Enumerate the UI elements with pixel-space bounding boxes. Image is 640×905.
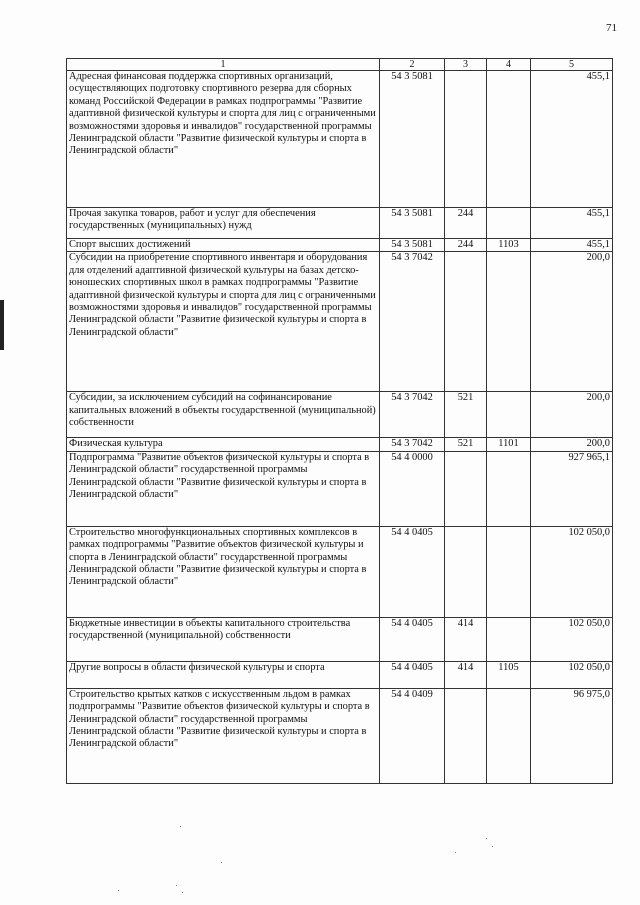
row-description: Подпрограмма "Развитие объектов физической культуры и спорта в Ленинградской области" государственной программы Ленинградской области "Развитие физической культуры и спорта в Ленинградской области" <box>67 451 380 526</box>
row-expense-type <box>445 526 487 617</box>
row-description: Физическая культура <box>67 438 380 451</box>
row-section <box>487 526 531 617</box>
row-target-code: 54 3 5081 <box>380 239 445 252</box>
header-col-3: 3 <box>445 59 487 71</box>
row-amount: 102 050,0 <box>531 661 613 688</box>
row-target-code: 54 4 0405 <box>380 617 445 661</box>
table-row <box>67 438 613 451</box>
row-amount: 102 050,0 <box>531 617 613 661</box>
row-description: Субсидии, за исключением субсидий на софинансирование капитальных вложений в объекты государственной (муниципальной) собственности <box>67 392 380 438</box>
page-number: 71 <box>606 22 617 34</box>
row-amount: 927 965,1 <box>531 451 613 526</box>
table-row <box>67 661 613 688</box>
row-amount: 102 050,0 <box>531 526 613 617</box>
row-expense-type <box>445 688 487 783</box>
table-row <box>67 688 613 783</box>
row-description: Адресная финансовая поддержка спортивных организаций, осуществляющих подготовку спортивного резерва для сборных команд Российской Федерации в рамках подпрограммы "Развитие адаптивной физической культуры и спорта для лиц с ограниченными возможностями здоровья и инвалидов" государственной программы Ленинградской области "Развитие физической культуры и спорта в Ленинградской области" <box>67 71 380 208</box>
row-section <box>487 688 531 783</box>
row-section: 1105 <box>487 661 531 688</box>
row-section <box>487 208 531 239</box>
row-section <box>487 617 531 661</box>
row-target-code: 54 4 0409 <box>380 688 445 783</box>
row-target-code: 54 3 5081 <box>380 71 445 208</box>
row-amount: 200,0 <box>531 392 613 438</box>
row-section: 1101 <box>487 438 531 451</box>
table-header-row <box>67 59 613 71</box>
table-row <box>67 208 613 239</box>
header-col-4: 4 <box>487 59 531 71</box>
row-section <box>487 392 531 438</box>
row-target-code: 54 4 0405 <box>380 526 445 617</box>
row-expense-type: 414 <box>445 661 487 688</box>
row-amount: 455,1 <box>531 239 613 252</box>
table-row <box>67 252 613 392</box>
table-row <box>67 392 613 438</box>
scan-edge-mark <box>0 300 4 350</box>
table-row <box>67 617 613 661</box>
row-description: Прочая закупка товаров, работ и услуг для обеспечения государственных (муниципальных) нужд <box>67 208 380 239</box>
row-description: Бюджетные инвестиции в объекты капитального строительства государственной (муниципальной) собственности <box>67 617 380 661</box>
row-description: Спорт высших достижений <box>67 239 380 252</box>
table-row <box>67 451 613 526</box>
row-expense-type <box>445 71 487 208</box>
row-target-code: 54 3 7042 <box>380 392 445 438</box>
row-expense-type: 244 <box>445 239 487 252</box>
table-row <box>67 71 613 208</box>
table-row <box>67 239 613 252</box>
row-expense-type: 244 <box>445 208 487 239</box>
row-section <box>487 451 531 526</box>
table-row <box>67 526 613 617</box>
row-target-code: 54 3 5081 <box>380 208 445 239</box>
row-section: 1103 <box>487 239 531 252</box>
row-expense-type: 414 <box>445 617 487 661</box>
header-col-1: 1 <box>67 59 380 71</box>
header-col-2: 2 <box>380 59 445 71</box>
row-description: Субсидии на приобретение спортивного инвентаря и оборудования для отделений адаптивной физической культуры на базах детско-юношеских спортивных школ в рамках подпрограммы "Развитие адаптивной физической культуры и спорта для лиц с ограниченными возможностями здоровья и инвалидов" государственной программы Ленинградской области "Развитие физической культуры и спорта в Ленинградской области" <box>67 252 380 392</box>
row-expense-type: 521 <box>445 438 487 451</box>
row-section <box>487 71 531 208</box>
row-section <box>487 252 531 392</box>
row-description: Другие вопросы в области физической культуры и спорта <box>67 661 380 688</box>
row-target-code: 54 4 0000 <box>380 451 445 526</box>
row-target-code: 54 3 7042 <box>380 438 445 451</box>
budget-table <box>66 58 613 784</box>
row-target-code: 54 3 7042 <box>380 252 445 392</box>
row-expense-type <box>445 252 487 392</box>
row-amount: 96 975,0 <box>531 688 613 783</box>
row-amount: 455,1 <box>531 208 613 239</box>
row-description: Строительство многофункциональных спортивных комплексов в рамках подпрограммы "Развитие объектов физической культуры и спорта в Ленинградской области" государственной программы Ленинградской области "Развитие физической культуры и спорта в Ленинградской области" <box>67 526 380 617</box>
row-amount: 200,0 <box>531 438 613 451</box>
row-amount: 455,1 <box>531 71 613 208</box>
row-amount: 200,0 <box>531 252 613 392</box>
row-target-code: 54 4 0405 <box>380 661 445 688</box>
header-col-5: 5 <box>531 59 613 71</box>
row-expense-type <box>445 451 487 526</box>
row-expense-type: 521 <box>445 392 487 438</box>
row-description: Строительство крытых катков с искусственным льдом в рамках подпрограммы "Развитие объектов физической культуры и спорта в Ленинградской области" государственной программы Ленинградской области "Развитие физической культуры и спорта в Ленинградской области" <box>67 688 380 783</box>
